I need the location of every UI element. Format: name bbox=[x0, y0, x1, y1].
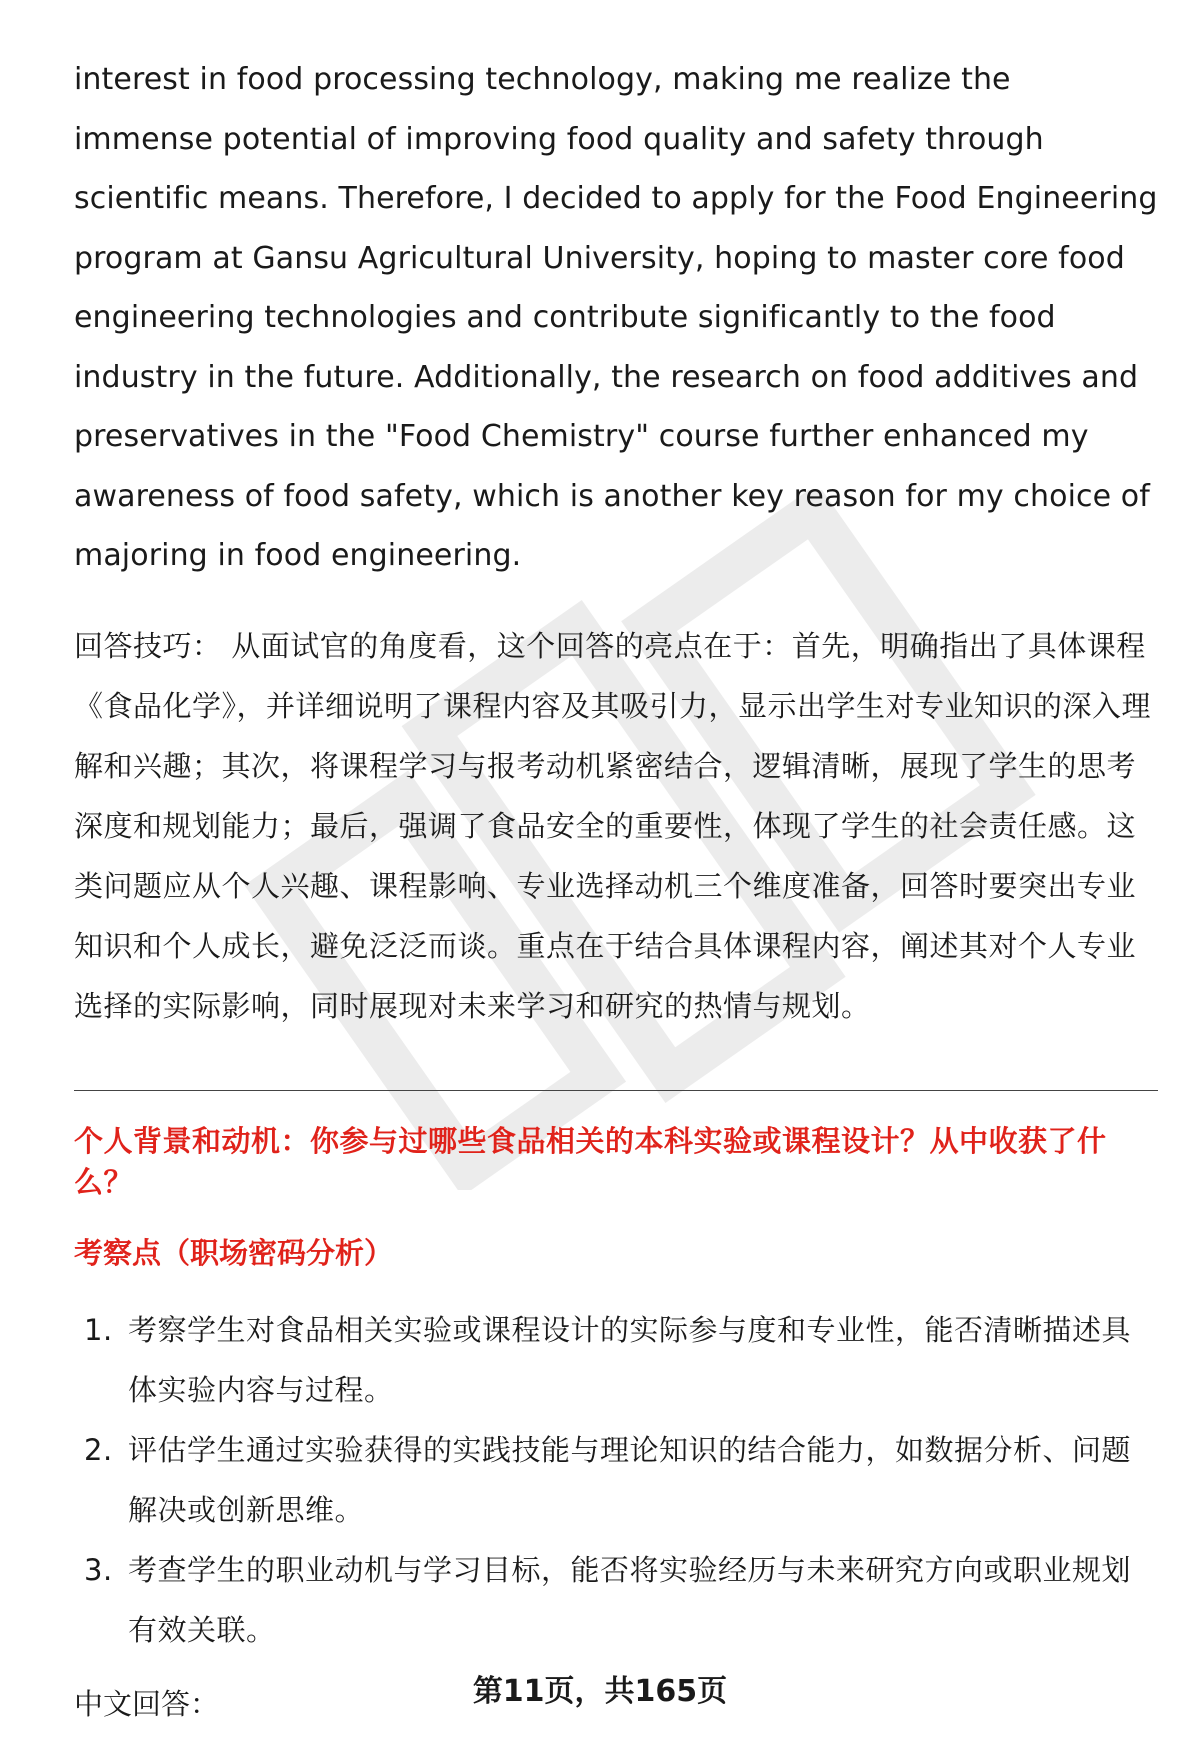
list-item bbox=[74, 1420, 1158, 1540]
section-divider bbox=[74, 1090, 1158, 1091]
list-item bbox=[74, 1540, 1158, 1660]
assessment-points-list bbox=[74, 1300, 1158, 1660]
list-item-number: 1. bbox=[84, 1312, 113, 1347]
chinese-answer-label: 中文回答： bbox=[74, 1686, 220, 1721]
list-item-text: 评估学生通过实验获得的实践技能与理论知识的结合能力，如数据分析、问题解决或创新思维。 bbox=[128, 1432, 1132, 1527]
answer-tip-paragraph: 回答技巧： 从面试官的角度看，这个回答的亮点在于：首先，明确指出了具体课程《食品化学》，并详细说明了课程内容及其吸引力，显示出学生对专业知识的深入理解和兴趣；其次，将课程学习与报考动机紧密结合，逻辑清晰，展现了学生的思考深度和规划能力；最后，强调了食品安全的重要性，体现了学生的社会责任感。这类问题应从个人兴趣、课程影响、专业选择动机三个维度准备，回答时要突出专业知识和个人成长，避免泛泛而谈。重点在于结合具体课程内容，阐述其对个人专业选择的实际影响，同时展现对未来学习和研究的热情与规划。 bbox=[74, 628, 1152, 1023]
list-item-text: 考查学生的职业动机与学习目标，能否将实验经历与未来研究方向或职业规划有效关联。 bbox=[128, 1552, 1132, 1647]
question-heading: 个人背景和动机：你参与过哪些食品相关的本科实验或课程设计？从中收获了什么？ bbox=[74, 1123, 1107, 1199]
list-item-text: 考察学生对食品相关实验或课程设计的实际参与度和专业性，能否清晰描述具体实验内容与过程。 bbox=[128, 1312, 1132, 1407]
english-answer-paragraph: interest in food processing technology, making me realize the immense potential of improving food quality and safety through scientific means. Therefore, I decided to apply for the Food Engineering program at Gansu Agricultural University, hoping to master core food engineering technologies and contribute significantly to the food industry in the future. Additionally, the research on food additives and preservatives in the "Food Chemistry" course further enhanced my awareness of food safety, which is another key reason for my choice of majoring in food engineering. bbox=[74, 62, 1158, 573]
page-content bbox=[74, 50, 1158, 1734]
list-item bbox=[74, 1300, 1158, 1420]
list-item-number: 3. bbox=[84, 1552, 113, 1587]
assessment-label: 考察点（职场密码分析） bbox=[74, 1235, 394, 1270]
page-number-footer: 第11页，共165页 bbox=[472, 1674, 728, 1709]
list-item-number: 2. bbox=[84, 1432, 113, 1467]
